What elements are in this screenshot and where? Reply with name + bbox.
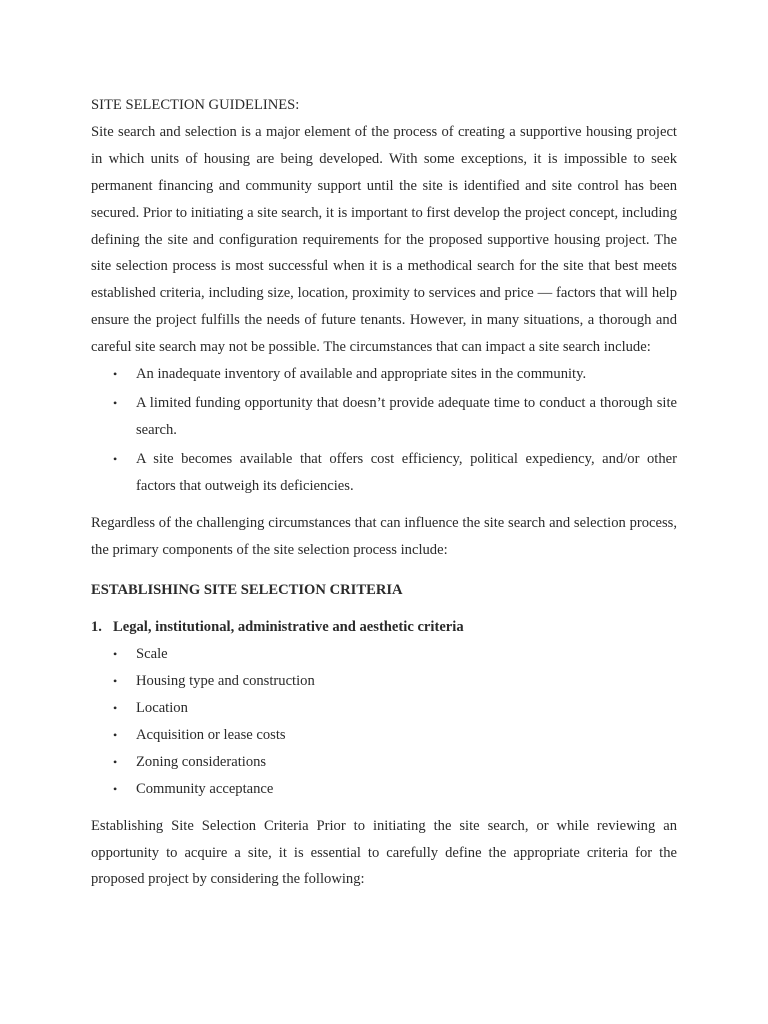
criteria-heading-text: Legal, institutional, administrative and aesthetic criteria [113, 619, 464, 636]
list-item [91, 749, 677, 776]
criteria-list [91, 641, 677, 802]
bullet-icon: • [113, 781, 118, 796]
criteria-number: 1. [91, 619, 102, 636]
list-item [91, 641, 677, 668]
bullet-icon: • [113, 367, 118, 382]
list-item-text: Housing type and construction [136, 673, 315, 690]
bullet-icon: • [113, 701, 118, 716]
bullet-icon: • [113, 727, 118, 742]
closing-paragraph: Establishing Site Selection Criteria Prior to initiating the site search, or while reviewing an opportunity to acquire a site, it is essential to carefully define the appropriate criteria for the proposed project by considering the following: [91, 817, 677, 888]
list-item [91, 390, 677, 444]
list-item-text: Zoning considerations [136, 753, 267, 770]
list-item-text: Location [136, 700, 188, 717]
list-item [91, 446, 677, 500]
list-item-text: Acquisition or lease costs [136, 726, 286, 743]
criteria-heading [91, 614, 677, 641]
document-body [91, 92, 677, 893]
bullet-icon: • [113, 647, 118, 662]
list-item [91, 361, 677, 388]
bullet-icon: • [113, 754, 118, 769]
list-item [91, 695, 677, 722]
list-item-text: A site becomes available that offers cost efficiency, political expediency, and/or other factors that outweigh its deficiencies. [136, 450, 677, 494]
document-title: SITE SELECTION GUIDELINES: [91, 97, 300, 113]
list-item [91, 668, 677, 695]
circumstances-list [91, 361, 677, 500]
list-item-text: Community acceptance [136, 780, 274, 797]
list-item [91, 776, 677, 803]
components-paragraph: Regardless of the challenging circumstances that can influence the site search and selection process, the primary components of the site selection process include: [91, 514, 677, 558]
intro-paragraph: Site search and selection is a major element of the process of creating a supportive housing project in which units of housing are being developed. With some exceptions, it is impossible to seek permanent financing and community support until the site is identified and site control has been secured. Prior to initiating a site search, it is important to first develop the project concept, including defining the site and configuration requirements for the proposed supportive housing project. The site selection process is most successful when it is a methodical search for the site that best meets established criteria, including size, location, proximity to services and price — factors that will help ensure the project fulfills the needs of future tenants. However, in many situations, a thorough and careful site search may not be possible. The circumstances that can impact a site search include: [91, 123, 677, 356]
list-item-text: An inadequate inventory of available and appropriate sites in the community. [136, 366, 587, 383]
section-heading: ESTABLISHING SITE SELECTION CRITERIA [91, 582, 403, 599]
list-item-text: Scale [136, 646, 168, 663]
list-item [91, 722, 677, 749]
bullet-icon: • [113, 674, 118, 689]
list-item-text: A limited funding opportunity that doesn’t provide adequate time to conduct a thorough site search. [136, 394, 677, 438]
bullet-icon: • [113, 395, 118, 410]
bullet-icon: • [113, 451, 118, 466]
